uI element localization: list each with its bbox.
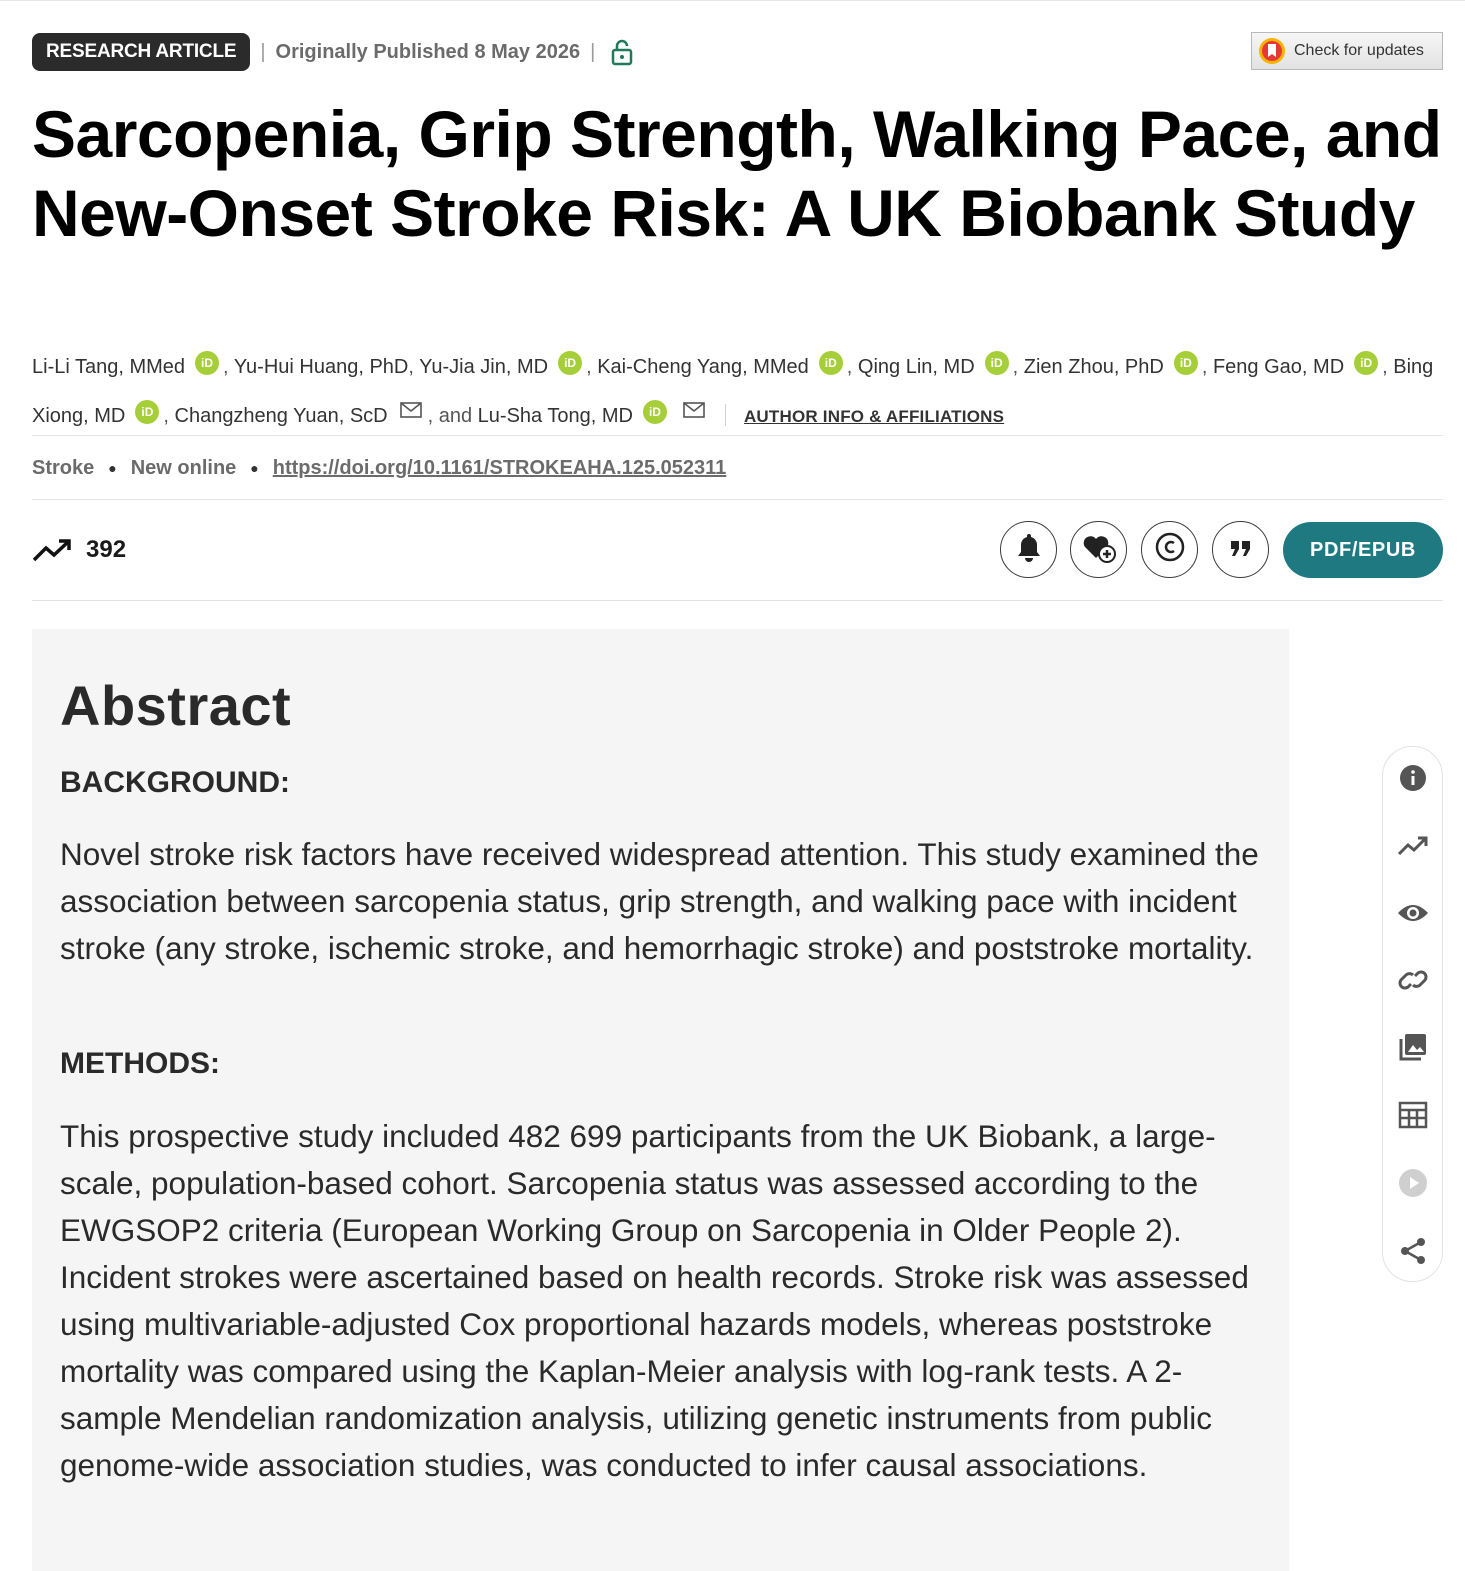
share-icon — [1398, 1236, 1428, 1271]
divider: | — [260, 40, 266, 63]
divider — [725, 404, 726, 426]
author-name[interactable]: Yu-Hui Huang, PhD — [233, 356, 409, 378]
favorite-add-icon — [1081, 530, 1117, 569]
author-separator: , — [846, 356, 858, 378]
orcid-icon[interactable]: iD — [985, 351, 1009, 375]
check-for-updates-label: Check for updates — [1294, 42, 1424, 59]
author-name[interactable]: Changzheng Yuan, ScD — [174, 405, 388, 427]
author-name[interactable]: Kai-Cheng Yang, MMed — [597, 356, 809, 378]
open-access-lock-icon — [611, 38, 633, 66]
author-separator: , — [1012, 356, 1024, 378]
article-type-badge: RESEARCH ARTICLE — [32, 33, 250, 71]
author-separator: , — [586, 356, 598, 378]
divider-line — [32, 600, 1443, 601]
crossmark-icon — [1258, 37, 1286, 65]
journal-name[interactable]: Stroke — [32, 456, 95, 479]
side-toolbar — [1382, 746, 1443, 1282]
figures-button[interactable] — [1397, 1033, 1429, 1065]
metrics-button[interactable] — [1397, 832, 1429, 864]
eye-icon — [1396, 901, 1430, 930]
add-favorite-button[interactable] — [1070, 521, 1127, 578]
check-for-updates-button[interactable] — [1251, 32, 1443, 70]
bell-icon — [1014, 531, 1044, 568]
metrics-counter[interactable] — [32, 532, 126, 568]
permissions-button[interactable] — [1141, 521, 1198, 578]
journal-info-row — [32, 453, 726, 483]
tables-button[interactable] — [1397, 1101, 1429, 1133]
view-button[interactable] — [1397, 899, 1429, 931]
link-button[interactable] — [1397, 966, 1429, 998]
info-icon — [1398, 763, 1428, 798]
doi-link[interactable]: https://doi.org/10.1161/STROKEAHA.125.052311 — [272, 456, 727, 479]
author-separator: , — [163, 405, 175, 427]
author-name[interactable]: Qing Lin, MD — [857, 356, 975, 378]
metrics-count: 392 — [86, 536, 127, 563]
author-name[interactable]: Bing Xiong, MD — [32, 356, 1434, 427]
abstract-heading: Abstract — [60, 674, 292, 737]
author-separator: , — [408, 356, 420, 378]
play-icon — [1398, 1168, 1428, 1203]
abstract-section — [32, 629, 1289, 1571]
background-heading: BACKGROUND: — [60, 766, 290, 799]
publication-status: New online — [130, 456, 237, 479]
author-separator: , and — [427, 405, 478, 427]
author-name[interactable]: Feng Gao, MD — [1212, 356, 1345, 378]
copyright-icon — [1154, 531, 1186, 568]
cite-button[interactable] — [1212, 521, 1269, 578]
author-list — [32, 345, 1444, 439]
orcid-icon[interactable]: iD — [195, 351, 219, 375]
background-text: Novel stroke risk factors have received widespread attention. This study examined the association between sarcopenia status, grip strength, and walking pace with incident stroke (any stroke, ischemic stroke, and hemorrhagic stroke) and poststroke mortality. — [60, 836, 1259, 966]
link-icon — [1397, 964, 1429, 1001]
author-name[interactable]: Yu-Jia Jin, MD — [419, 356, 549, 378]
author-name[interactable]: Li-Li Tang, MMed — [32, 356, 186, 378]
article-meta-row — [32, 33, 633, 71]
bullet-separator: ● — [250, 460, 259, 476]
orcid-icon[interactable]: iD — [558, 351, 582, 375]
mail-icon[interactable] — [400, 390, 422, 435]
author-name[interactable]: Zien Zhou, PhD — [1023, 356, 1164, 378]
bullet-separator: ● — [108, 460, 117, 476]
media-button[interactable] — [1397, 1169, 1429, 1201]
trending-icon — [1397, 835, 1429, 862]
orcid-icon[interactable]: iD — [1174, 351, 1198, 375]
divider-line — [32, 499, 1443, 500]
divider-line — [32, 435, 1443, 436]
quote-icon — [1228, 536, 1254, 563]
article-title: Sarcopenia, Grip Strength, Walking Pace, and New-Onset Stroke Risk: A UK Biobank Study — [32, 97, 1442, 250]
info-button[interactable] — [1397, 764, 1429, 796]
table-icon — [1398, 1100, 1428, 1135]
mail-icon[interactable] — [683, 390, 705, 435]
author-separator: , — [1201, 356, 1213, 378]
orcid-icon[interactable]: iD — [135, 400, 159, 424]
author-separator: , — [223, 356, 234, 378]
divider: | — [590, 40, 596, 63]
pdf-epub-button[interactable]: PDF/EPUB — [1283, 522, 1443, 578]
author-separator: , — [1382, 356, 1394, 378]
methods-heading: METHODS: — [60, 1047, 220, 1080]
orcid-icon[interactable]: iD — [1354, 351, 1378, 375]
top-border — [0, 0, 1465, 1]
methods-text: This prospective study included 482 699 participants from the UK Biobank, a large-scale, population-based cohort. Sarcopenia status was assessed according to the EWGSOP2 criteria (European Working Group on Sarcopenia in Older People 2). Incident strokes were ascertained based on health records. Stroke risk was assessed using multivariable-adjusted Cox proportional hazards models, whereas poststroke mortality was compared using the Kaplan-Meier analysis with log-rank tests. A 2-sample Mendelian randomization analysis, utilizing genetic instruments from public genome-wide association studies, was conducted to infer causal associations. — [60, 1118, 1249, 1483]
orcid-icon[interactable]: iD — [643, 400, 667, 424]
orcid-icon[interactable]: iD — [819, 351, 843, 375]
trending-up-icon — [32, 537, 72, 563]
author-name[interactable]: Lu-Sha Tong, MD — [477, 405, 633, 427]
author-info-affiliations-link[interactable]: AUTHOR INFO & AFFILIATIONS — [743, 407, 1005, 426]
published-date: Originally Published 8 May 2026 — [275, 40, 581, 63]
image-icon — [1397, 1031, 1429, 1068]
alert-button[interactable] — [1000, 521, 1057, 578]
share-button[interactable] — [1397, 1237, 1429, 1269]
